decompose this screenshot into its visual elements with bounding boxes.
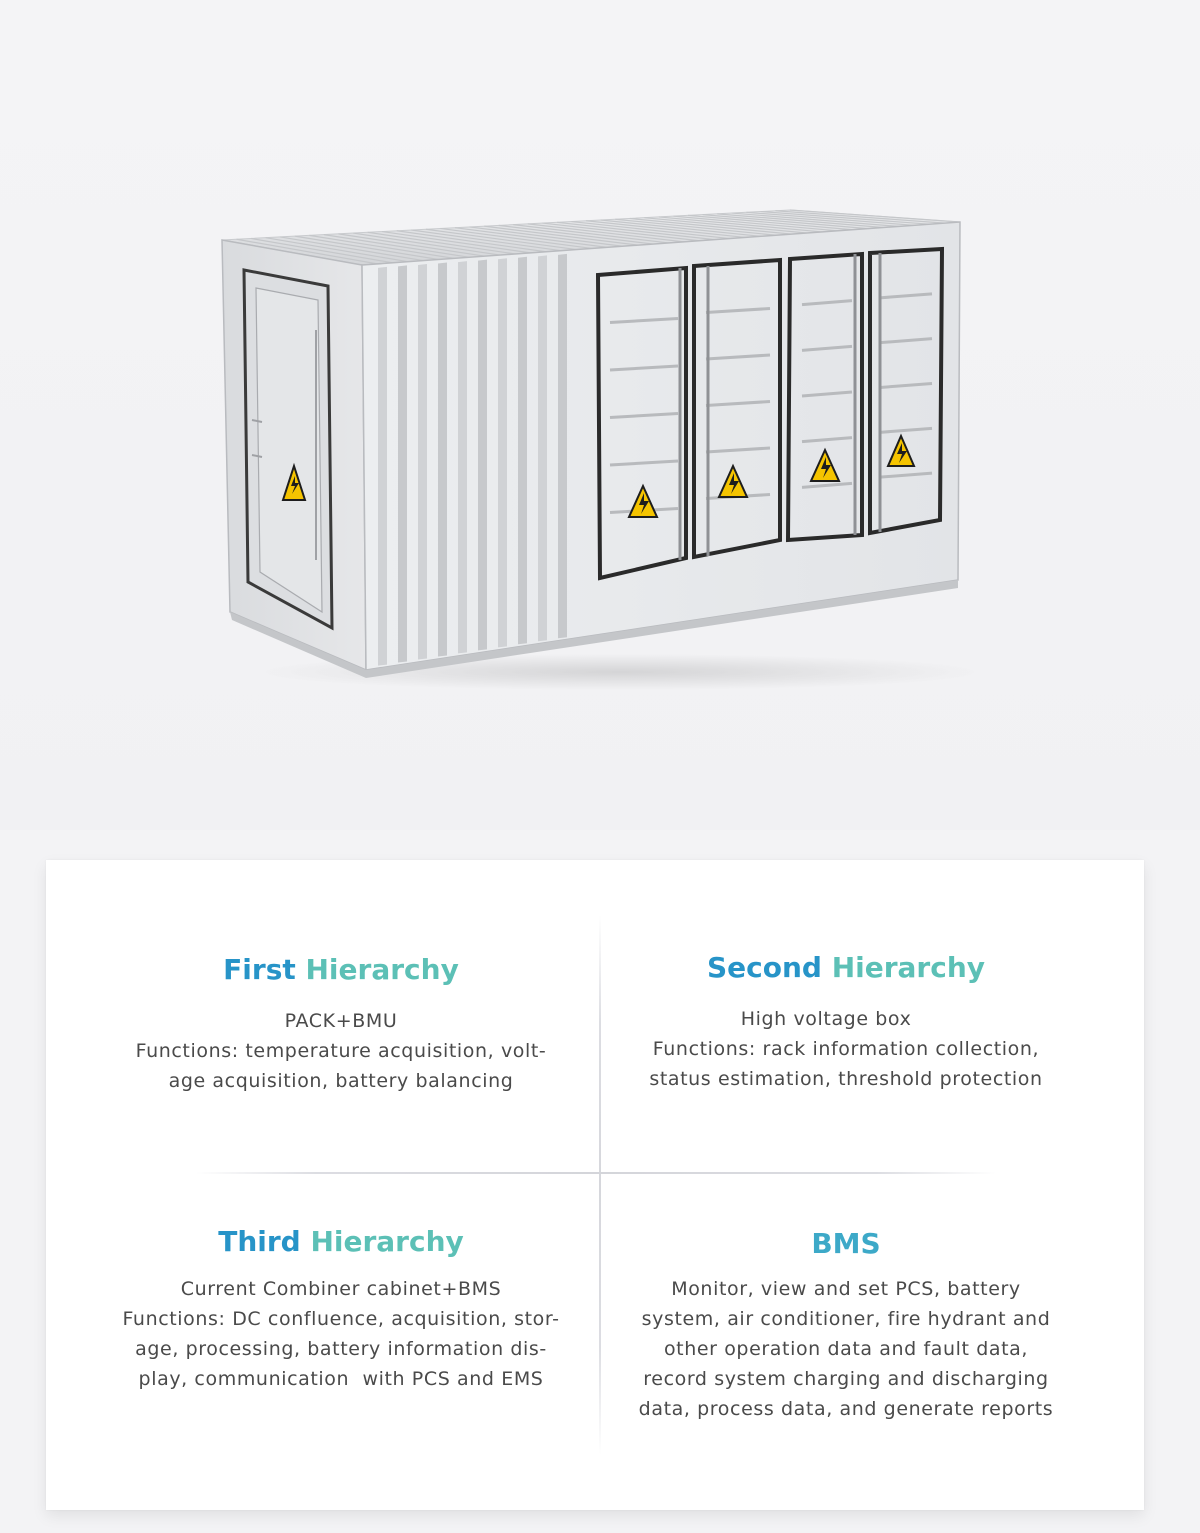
- hierarchy-card: [46, 860, 1144, 1510]
- section-bms: [606, 1226, 1086, 1424]
- vertical-divider: [599, 915, 601, 1455]
- section-third-hierarchy: [96, 1224, 586, 1394]
- section-title: Second Hierarchy: [706, 951, 986, 984]
- section-first-hierarchy: [106, 952, 576, 1096]
- section-description: High voltage box Functions: rack information collection, status estimation, threshold protection: [649, 1008, 1043, 1090]
- section-description: Current Combiner cabinet+BMS Functions: DC confluence, acquisition, stor- age, processing, battery information dis- play, communication with PCS and EMS: [122, 1278, 560, 1390]
- section-title: Third Hierarchy: [218, 1225, 464, 1258]
- section-title: First Hierarchy: [223, 953, 459, 986]
- section-title: BMS: [811, 1227, 881, 1260]
- horizontal-divider: [196, 1172, 996, 1174]
- section-description: Monitor, view and set PCS, battery system, air conditioner, fire hydrant and other operation data and fault data, record system charging and discharging data, process data, and generate reports: [638, 1278, 1054, 1420]
- section-description: PACK+BMU Functions: temperature acquisition, volt- age acquisition, battery balancing: [135, 1010, 547, 1092]
- section-second-hierarchy: [606, 950, 1086, 1094]
